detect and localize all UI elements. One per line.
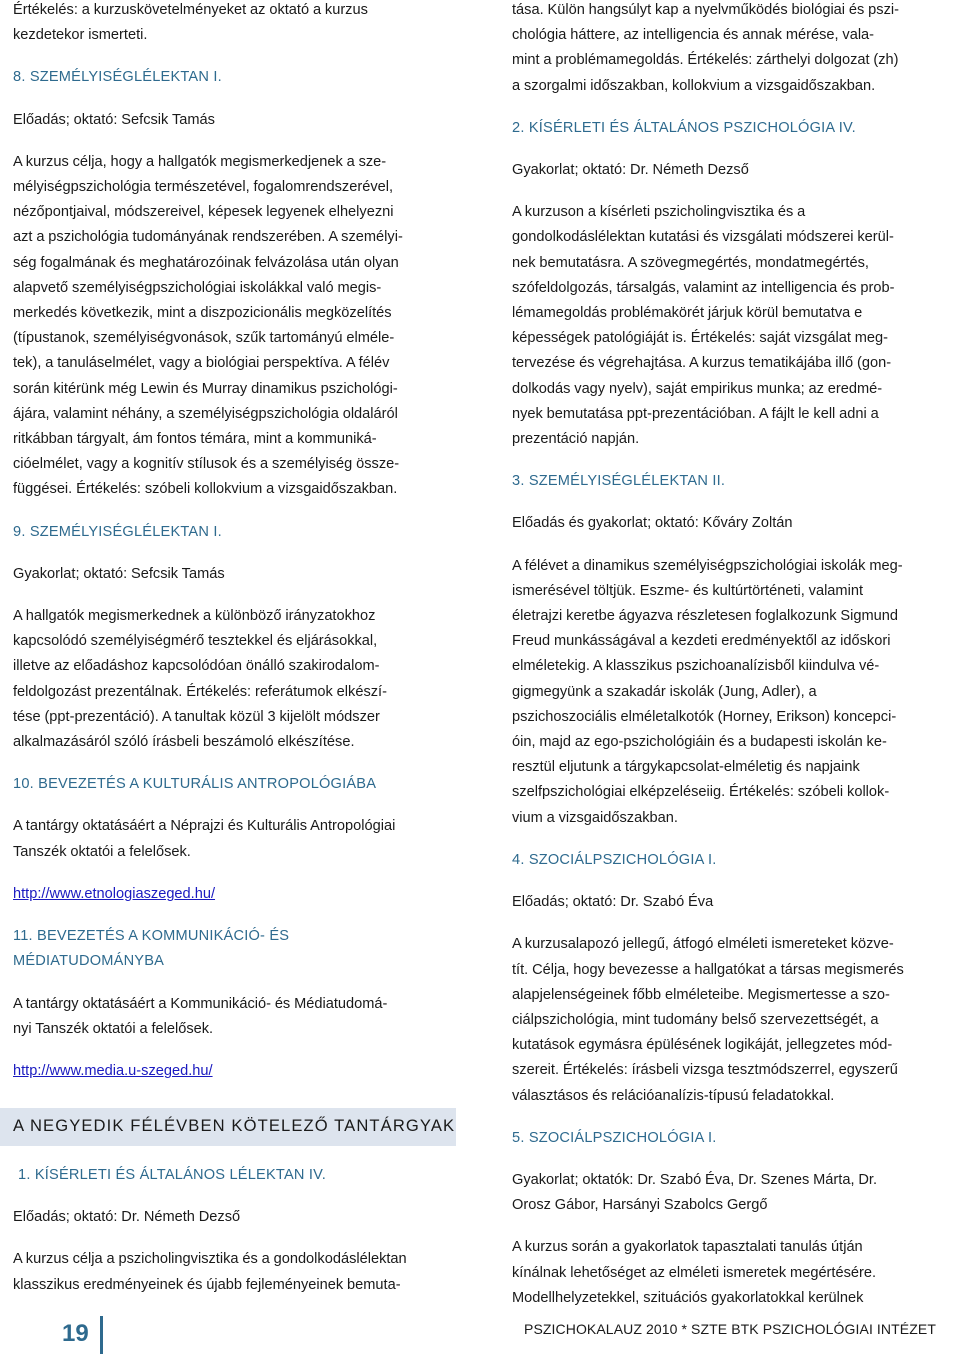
paragraph: A kurzus célja a pszicholingvisztika és a gondolkodáslélektan klasszikus eredményeinek és újabb fejleményeinek bemuta-: [13, 1251, 407, 1293]
section-heading: 2. KÍSÉRLETI ÉS ÁLTALÁNOS PSZICHOLÓGIA IV.: [512, 119, 856, 136]
department-link[interactable]: http://www.media.u-szeged.hu/: [13, 1062, 213, 1079]
section-heading: 3. SZEMÉLYISÉGLÉLEKTAN II.: [512, 473, 726, 490]
section-heading: 9. SZEMÉLYISÉGLÉLEKTAN I.: [13, 523, 222, 540]
paragraph: A kurzuson a kísérleti pszicholingvisztika és a gondolkodáslélektan kutatási és vizsgálati módszerei kerül- nek bemutatásra. A szövegmegértés, mondatmegértés, szófeldolgozás, társalgás, valamint az intelligencia és prob- lémamegoldás problémakörét járjuk körül bemutatva e képességek patológiáját is. Értékelés: saját vizsgálat meg- tervezése és végrehajtása. A kurzus tematikájába illő (gon- dolkodás vagy nyelv), saját empirikus munka; az eredmé- nyek bemutatása ppt-prezentációban. A fájlt le kell adni a prezentáció napján.: [512, 204, 895, 448]
paragraph: A tantárgy oktatásáért a Kommunikáció- és Médiatudomá- nyi Tanszék oktatói a felelősek.: [13, 995, 388, 1037]
lecturer-line: Gyakorlat; oktató: Dr. Németh Dezső: [512, 162, 749, 179]
paragraph: Értékelés: a kurzuskövetelményeket az oktató a kurzus kezdetekor ismerteti.: [13, 2, 368, 44]
lecturer-line: Előadás; oktató: Dr. Németh Dezső: [13, 1209, 241, 1226]
department-link[interactable]: http://www.etnologiaszeged.hu/: [13, 885, 216, 902]
page-number-divider: [100, 1316, 103, 1354]
paragraph: A kurzus célja, hogy a hallgatók megismerkedjenek a sze- mélyiségpszichológia természetével, fogalomrendszerével, nézőpontjaival, módszereivel, képesek legyenek elhelyezni azt a pszichológia tudományának rendszerében. A személyi- ség fogalmának és meghatározóinak felvázolása után olyan alapvető személyiségpszichológiai iskolákkal való megis- merkedés következik, mint a diszpozicionális megközelítés (típustanok, személyiségvonások, szűk tartományú elméle- tek), a tanuláselmélet, vagy a biológiai perspektíva. A félév során kitérünk még Lewin és Murray dinamikus pszichológi- ájára, valamint néhány, a személyiségpszichológia oldaláról ritkábban tárgyalt, ám fontos témára, mint a kommuniká- cióelmélet, vagy a kognitív stílusok és a személyiség össze- függései. Értékelés: szóbeli kollokvium a vizsgaidőszakban.: [13, 153, 403, 498]
paragraph: A félévet a dinamikus személyiségpszichológiai iskolák meg- ismerésével töltjük. Eszme- és kultúrtörténeti, valamint életrajzi keretbe ágyazva részletesen foglalkozunk Sigmund Freud munkásságával a kezdeti eredményektől az időskori elméletekig. A klasszikus pszichoanalízisből kiindulva vé- gigmegyünk a szakadár iskolák (Jung, Adler), a pszichoszociális elméletalkotók (Horney, Erikson) koncepci- óin, majd az ego-pszichológiáin és a budapesti iskolán ke- resztül eljutunk a tárgykapcsolat-elméletig és napjaink szelfpszichológiai elképzeléseiig. Értékelés: szóbeli kollok- vium a vizsgaidőszakban.: [512, 557, 903, 826]
semester-banner-title: A NEGYEDIK FÉLÉVBEN KÖTELEZŐ TANTÁRGYAK: [13, 1116, 456, 1135]
section-heading: 8. SZEMÉLYISÉGLÉLEKTAN I.: [13, 69, 222, 86]
paragraph: A kurzusalapozó jellegű, átfogó elméleti ismereteket közve- tít. Célja, hogy bevezesse a hallgatókat a társas megismerés alapjelenségeinek főbb elméleteibe. Megismertesse a szo- ciálpszichológia, mint tudomány belső szervezettségét, a kutatások egymásra épülésének logikáját, jellegzetes mód- szereit. Értékelés: írásbeli vizsga tesztmódszerrel, egyszerű választásos és relációanalízis-típusú feladatokkal.: [512, 936, 904, 1104]
left-column-lower: [13, 1163, 448, 1298]
paragraph: A kurzus során a gyakorlatok tapasztalati tanulás útján kínálnak lehetőséget az elméleti ismeretek megértésére. Modellhelyzetekkel, szituációs gyakorlatokkal kerülnek: [512, 1239, 877, 1306]
lecturer-line: Gyakorlat; oktatók: Dr. Szabó Éva, Dr. Szenes Márta, Dr. Orosz Gábor, Harsányi Szabolcs Gergő: [512, 1171, 878, 1214]
section-heading: 11. BEVEZETÉS A KOMMUNIKÁCIÓ- ÉS MÉDIATUDOMÁNYBA: [13, 928, 290, 970]
lecturer-line: Gyakorlat; oktató: Sefcsik Tamás: [13, 565, 225, 582]
left-column: [13, 0, 448, 1084]
page-footer: PSZICHOKALAUZ 2010 * SZTE BTK PSZICHOLÓGIAI INTÉZET: [524, 1321, 936, 1337]
lecturer-line: Előadás; oktató: Sefcsik Tamás: [13, 111, 215, 128]
right-column: [512, 0, 947, 1311]
paragraph: tása. Külön hangsúlyt kap a nyelvműködés biológiai és pszi- chológia háttere, az intelligencia és annak mérése, vala- mint a problémamegoldás. Értékelés: zárthelyi dolgozat (zh) a szorgalmi időszakban, kollokvium a vizsgaidőszakban.: [512, 2, 899, 94]
paragraph: A tantárgy oktatásáért a Néprajzi és Kulturális Antropológiai Tanszék oktatói a felelősek.: [13, 818, 396, 860]
lecturer-line: Előadás és gyakorlat; oktató: Kőváry Zoltán: [512, 515, 793, 532]
section-heading: 5. SZOCIÁLPSZICHOLÓGIA I.: [512, 1129, 717, 1146]
section-heading: 1. KÍSÉRLETI ÉS ÁLTALÁNOS LÉLEKTAN IV.: [18, 1167, 326, 1183]
page-number: 19: [62, 1320, 89, 1347]
section-heading: 10. BEVEZETÉS A KULTURÁLIS ANTROPOLÓGIÁBA: [13, 776, 377, 793]
paragraph: A hallgatók megismerkednek a különböző irányzatokhoz kapcsolódó személyiségmérő tesztekkel és eljárásokkal, illetve az előadáshoz kapcsolódóan önálló szakirodalom- feldolgozást prezentálnak. Értékelés: referátumok elkészí- tése (ppt-prezentáció). A tanultak közül 3 kijelölt módszer alkalmazásáról szóló írásbeli beszámoló elkészítése.: [13, 608, 387, 751]
lecturer-line: Előadás; oktató: Dr. Szabó Éva: [512, 894, 714, 911]
section-heading: 4. SZOCIÁLPSZICHOLÓGIA I.: [512, 851, 717, 868]
